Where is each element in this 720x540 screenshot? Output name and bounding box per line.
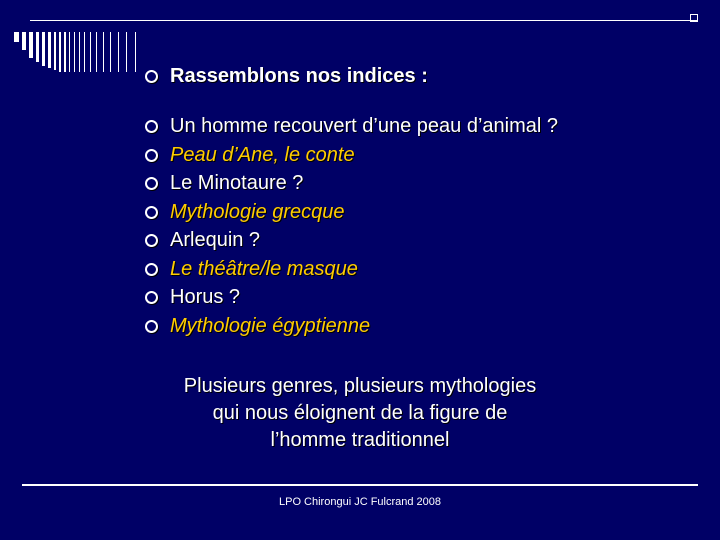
bullet-circle-icon bbox=[145, 263, 158, 276]
footer-text: LPO Chirongui JC Fulcrand 2008 bbox=[278, 496, 442, 508]
bullet-circle-icon bbox=[145, 206, 158, 219]
list-item-text: Mythologie égyptienne bbox=[170, 314, 371, 337]
list-item-text: Horus ? bbox=[170, 286, 241, 309]
list-item-text: Un homme recouvert d’une peau d’animal ? bbox=[170, 115, 558, 138]
list-item bbox=[145, 198, 558, 227]
bullet-circle-icon bbox=[145, 149, 158, 162]
list-item bbox=[145, 227, 558, 256]
slide-title bbox=[145, 62, 558, 91]
bullet-circle-icon bbox=[145, 177, 158, 190]
list-item-text: Le Minotaure ? bbox=[170, 172, 304, 195]
bullet-circle-icon bbox=[145, 234, 158, 247]
list-item bbox=[145, 255, 558, 284]
top-divider bbox=[30, 20, 698, 21]
list-item-text: Peau d’Ane, le conte bbox=[170, 143, 355, 166]
conclusion-text: Plusieurs genres, plusieurs mythologies qui nous éloignent de la figure de l’homme traditionnel bbox=[183, 375, 537, 451]
bullet-list bbox=[145, 62, 558, 341]
corner-square bbox=[690, 14, 698, 22]
bullet-circle-icon bbox=[145, 320, 158, 333]
bottom-divider bbox=[22, 484, 698, 486]
list-item-text: Mythologie grecque bbox=[170, 200, 345, 223]
list-item bbox=[145, 284, 558, 313]
list-item bbox=[145, 141, 558, 170]
bullet-circle-icon bbox=[145, 291, 158, 304]
list-item-text: Le théâtre/le masque bbox=[170, 257, 358, 280]
list-item bbox=[145, 170, 558, 199]
bullet-circle-icon bbox=[145, 70, 158, 83]
bullet-circle-icon bbox=[145, 120, 158, 133]
list-item-text: Arlequin ? bbox=[170, 229, 261, 252]
decorative-bars bbox=[14, 32, 144, 72]
list-item bbox=[145, 113, 558, 142]
slide-title-text: Rassemblons nos indices : bbox=[170, 64, 428, 87]
list-item bbox=[145, 312, 558, 341]
